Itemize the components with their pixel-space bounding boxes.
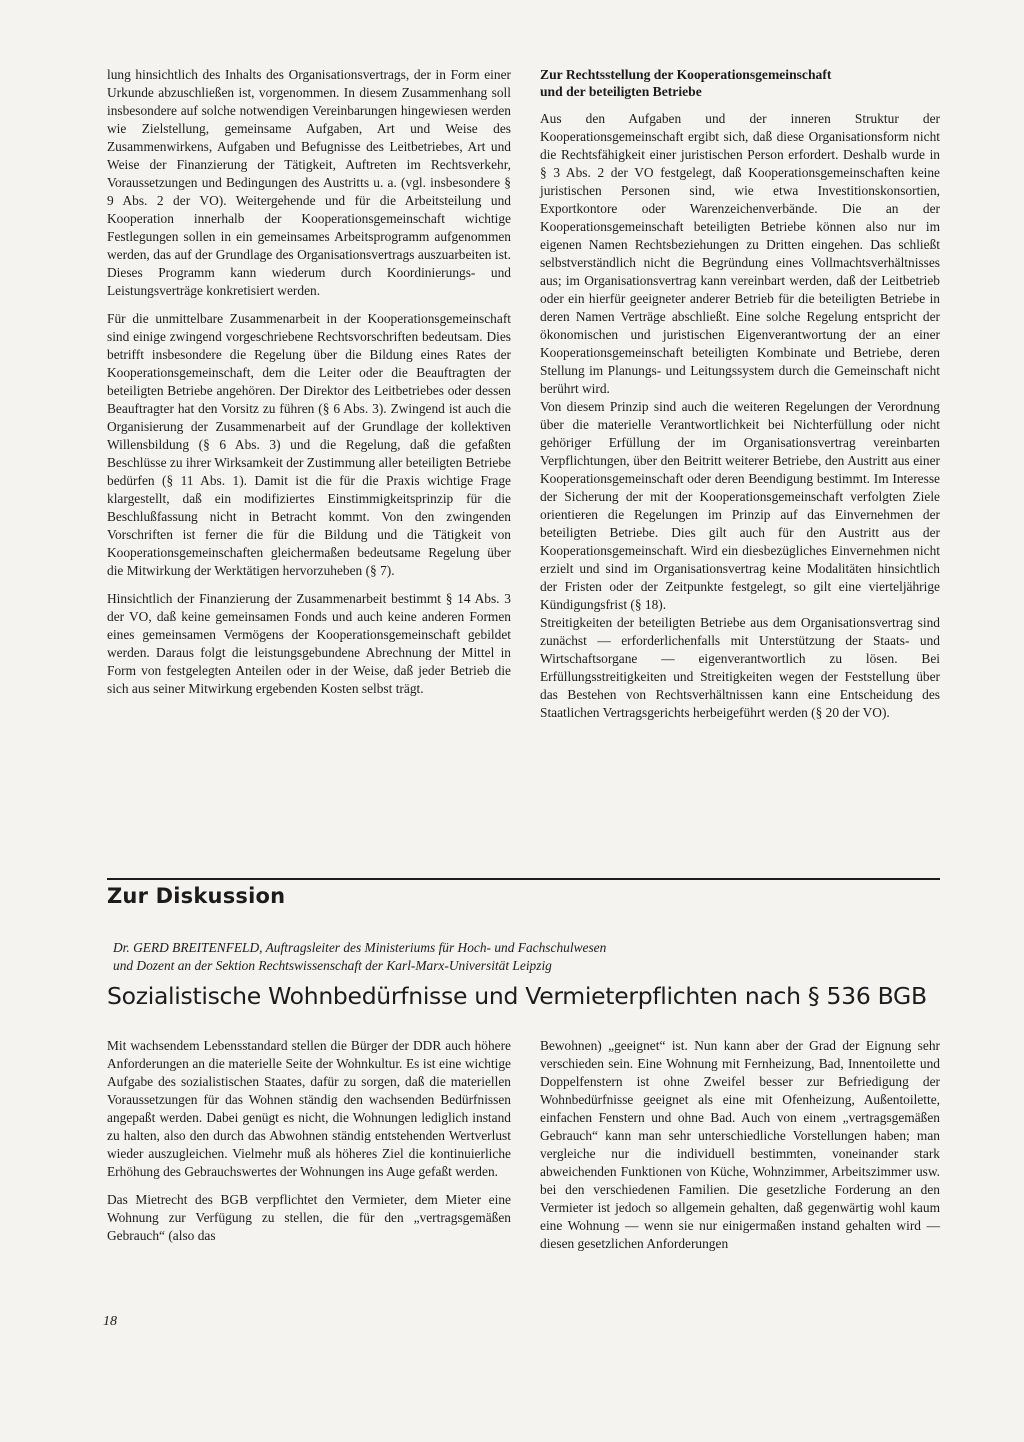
paragraph: Streitigkeiten der beteiligten Betriebe aus dem Organisationsvertrag sind zunächst — erforderlichenfalls mit Unterstützung der Staats- und Wirtschaftsorgane — eigenverantwortlich zu lösen. Bei Erfüllungsstreitigkeiten und Streitigkeiten wegen der Feststellung über das Bestehen von Rechtsverhältnissen kann eine Entscheidung des Staatlichen Vertragsgerichts herbeigeführt werden (§ 20 der VO). — [540, 615, 940, 720]
section-divider — [107, 878, 940, 880]
paragraph: Hinsichtlich der Finanzierung der Zusammenarbeit bestimmt § 14 Abs. 3 der VO, daß keine gemeinsamen Fonds und auch keine anderen Formen eines gemeinsamen Vermögens der Kooperationsgemeinschaft gebildet werden. Daraus folgt die leistungsgebundene Abrechnung der Mittel in Form von festgelegten Anteilen oder in der Weise, daß jeder Betrieb die sich aus seiner Mitwirkung ergebenden Kosten selbst trägt. — [107, 591, 511, 696]
byline-line1: Dr. GERD BREITENFELD, Auftragsleiter des Ministeriums für Hoch- und Fachschulwesen — [113, 940, 607, 955]
page-number: 18 — [103, 1314, 117, 1329]
bottom-left-column — [107, 1037, 511, 1245]
top-right-column — [540, 66, 940, 722]
subsection-heading-line1: Zur Rechtsstellung der Kooperationsgemeinschaft — [540, 67, 832, 82]
paragraph: Das Mietrecht des BGB verpflichtet den Vermieter, dem Mieter eine Wohnung zur Verfügung zu stellen, die für den „vertragsgemäßen Gebrauch“ (also das — [107, 1192, 511, 1243]
paragraph: Mit wachsendem Lebensstandard stellen die Bürger der DDR auch höhere Anforderungen an die materielle Seite der Wohnkultur. Es ist eine wichtige Aufgabe des sozialistischen Staates, dafür zu sorgen, daß die materiellen Voraussetzungen für das Wohnen ständig den wachsenden Bedürfnissen angepaßt werden. Dabei genügt es nicht, die Wohnungen lediglich instand zu halten, also den durch das Abwohnen ständig entstehenden Wertverlust wieder auszugleichen. Vielmehr muß als höheres Ziel die kontinuierliche Erhöhung des Gebrauchswertes der Wohnungen ins Auge gefaßt werden. — [107, 1038, 511, 1179]
top-left-column — [107, 66, 511, 698]
section-title: Zur Diskussion — [107, 884, 286, 908]
paragraph: lung hinsichtlich des Inhalts des Organisationsvertrags, der in Form einer Urkunde abzuschließen ist, vorgenommen. In diesem Zusammenhang soll insbesondere auf solche notwendigen Vereinbarungen hingewiesen werden wie Zielstellung, gemeinsame Aufgaben, Art und Weise des Zusammenwirkens, Aufgaben und Befugnisse des Leitbetriebes, Art und Weise der Finanzierung der Tätigkeit, Auftreten im Rechtsverkehr, Voraussetzungen und Bedingungen des Austritts u. a. (vgl. insbesondere § 9 Abs. 2 der VO). Weitergehende und für die Arbeitsteilung und Kooperation innerhalb der Kooperationsgemeinschaft wichtige Festlegungen sollen in ein gemeinsames Arbeitsprogramm aufgenommen werden, das auf der Grundlage des Organisationsvertrags auszuarbeiten ist. Dieses Programm kann wiederum durch Koordinierungs- und Leistungsverträge konkretisiert werden. — [107, 67, 511, 298]
byline-line2: und Dozent an der Sektion Rechtswissenschaft der Karl-Marx-Universität Leipzig — [113, 958, 552, 973]
paragraph: Von diesem Prinzip sind auch die weiteren Regelungen der Verordnung über die materielle Verantwortlichkeit bei Nichterfüllung oder nicht gehöriger Erfüllung der im Organisationsvertrag vereinbarten Verpflichtungen, über den Beitritt weiterer Betriebe, den Austritt aus einer Kooperationsgemeinschaft oder deren Beendigung bestimmt. Im Interesse der Sicherung der mit der Kooperationsgemeinschaft verfolgten Ziele orientieren die Regelungen im Prinzip auf das Einvernehmen der beteiligten Betriebe. Dies gilt auch für den Austritt aus der Kooperationsgemeinschaft. Wird ein diesbezügliches Einvernehmen nicht erzielt und sind im Organisationsvertrag keine Modalitäten hinsichtlich der Fristen oder der Zeitpunkte festgelegt, so gilt eine vierteljährige Kündigungsfrist (§ 18). — [540, 399, 940, 612]
paragraph: Bewohnen) „geeignet“ ist. Nun kann aber der Grad der Eignung sehr verschieden sein. Eine Wohnung mit Fernheizung, Bad, Innentoilette und Doppelfenstern ist ohne Zweifel besser zur Befriedigung der Wohnbedürfnisse geeignet als eine mit Ofenheizung, Außentoilette, einfachen Fenstern und ohne Bad. Auch von einem „vertragsgemäßen Gebrauch“ kann man sehr unterschiedliche Vorstellungen haben; man vergleiche nur die individuell bestimmten, voneinander stark abweichenden Funktionen von Küche, Wohnzimmer, Arbeitszimmer usw. bei den verschiedenen Familien. Die gesetzliche Forderung an den Vermieter ist jedoch so allgemein gehalten, daß gegenwärtig wohl kaum eine Wohnung — wenn sie nur einigermaßen instand gehalten wird — diesen gesetzlichen Anforderungen — [540, 1038, 940, 1251]
article-title: Sozialistische Wohnbedürfnisse und Vermieterpflichten nach § 536 BGB — [107, 982, 927, 1010]
paragraph: Aus den Aufgaben und der inneren Struktur der Kooperationsgemeinschaft ergibt sich, daß diese Organisationsform nicht die Rechtsfähigkeit einer juristischen Person erfordert. Deshalb wurde in § 3 Abs. 2 der VO festgelegt, daß Kooperationsgemeinschaften keine juristischen Personen sind, wie etwa Investitionskonsortien, Exportkontore oder Warenzeichenverbände. Die an der Kooperationsgemeinschaft beteiligten Betriebe können also nur im eigenen Namen Rechtsbeziehungen zu Dritten eingehen. Das schließt selbstverständlich nicht die Begründung eines Vollmachtsverhältnisses aus; im Organisationsvertrag kann vereinbart werden, daß der Leitbetrieb oder ein hierfür geeigneter anderer Betrieb für die beteiligten Betriebe in deren Namen Verträge abschließt. Eine solche Regelung entspricht der ökonomischen und juristischen Eigenverantwortung der an einer Kooperationsgemeinschaft beteiligten Kombinate und Betriebe, deren Stellung im Planungs- und Leitungssystem durch die Gemeinschaft nicht berührt wird. — [540, 111, 940, 396]
paragraph: Für die unmittelbare Zusammenarbeit in der Kooperationsgemeinschaft sind einige zwingend vorgeschriebene Rechtsvorschriften bedeutsam. Dies betrifft insbesondere die Regelung über die Bildung eines Rates der Kooperationsgemeinschaft, dem die Leiter oder die Beauftragten der beteiligten Betriebe angehören. Der Direktor des Leitbetriebes oder dessen Beauftragter hat den Vorsitz zu führen (§ 6 Abs. 3). Zwingend ist auch die Organisierung der Zusammenarbeit auf der Grundlage der kollektiven Willensbildung (§ 6 Abs. 3) und die Regelung, daß die gefaßten Beschlüsse zu ihrer Wirksamkeit der Zustimmung aller beteiligten Betriebe bedürfen (§ 11 Abs. 1). Damit ist die für die Praxis wichtige Frage klargestellt, daß ein modifiziertes Einstimmigkeitsprinzip für die Beschlußfassung nicht in Betracht kommt. Von den zwingenden Vorschriften ist ferner die für die Bildung und die Tätigkeit von Kooperationsgemeinschaften gleichermaßen bedeutsame Regelung über die Mitwirkung der Werktätigen hervorzuheben (§ 7). — [107, 311, 511, 578]
subsection-heading-line2: und der beteiligten Betriebe — [540, 84, 702, 99]
bottom-right-column — [540, 1037, 940, 1253]
author-byline — [113, 939, 873, 975]
subsection-heading — [540, 66, 940, 100]
